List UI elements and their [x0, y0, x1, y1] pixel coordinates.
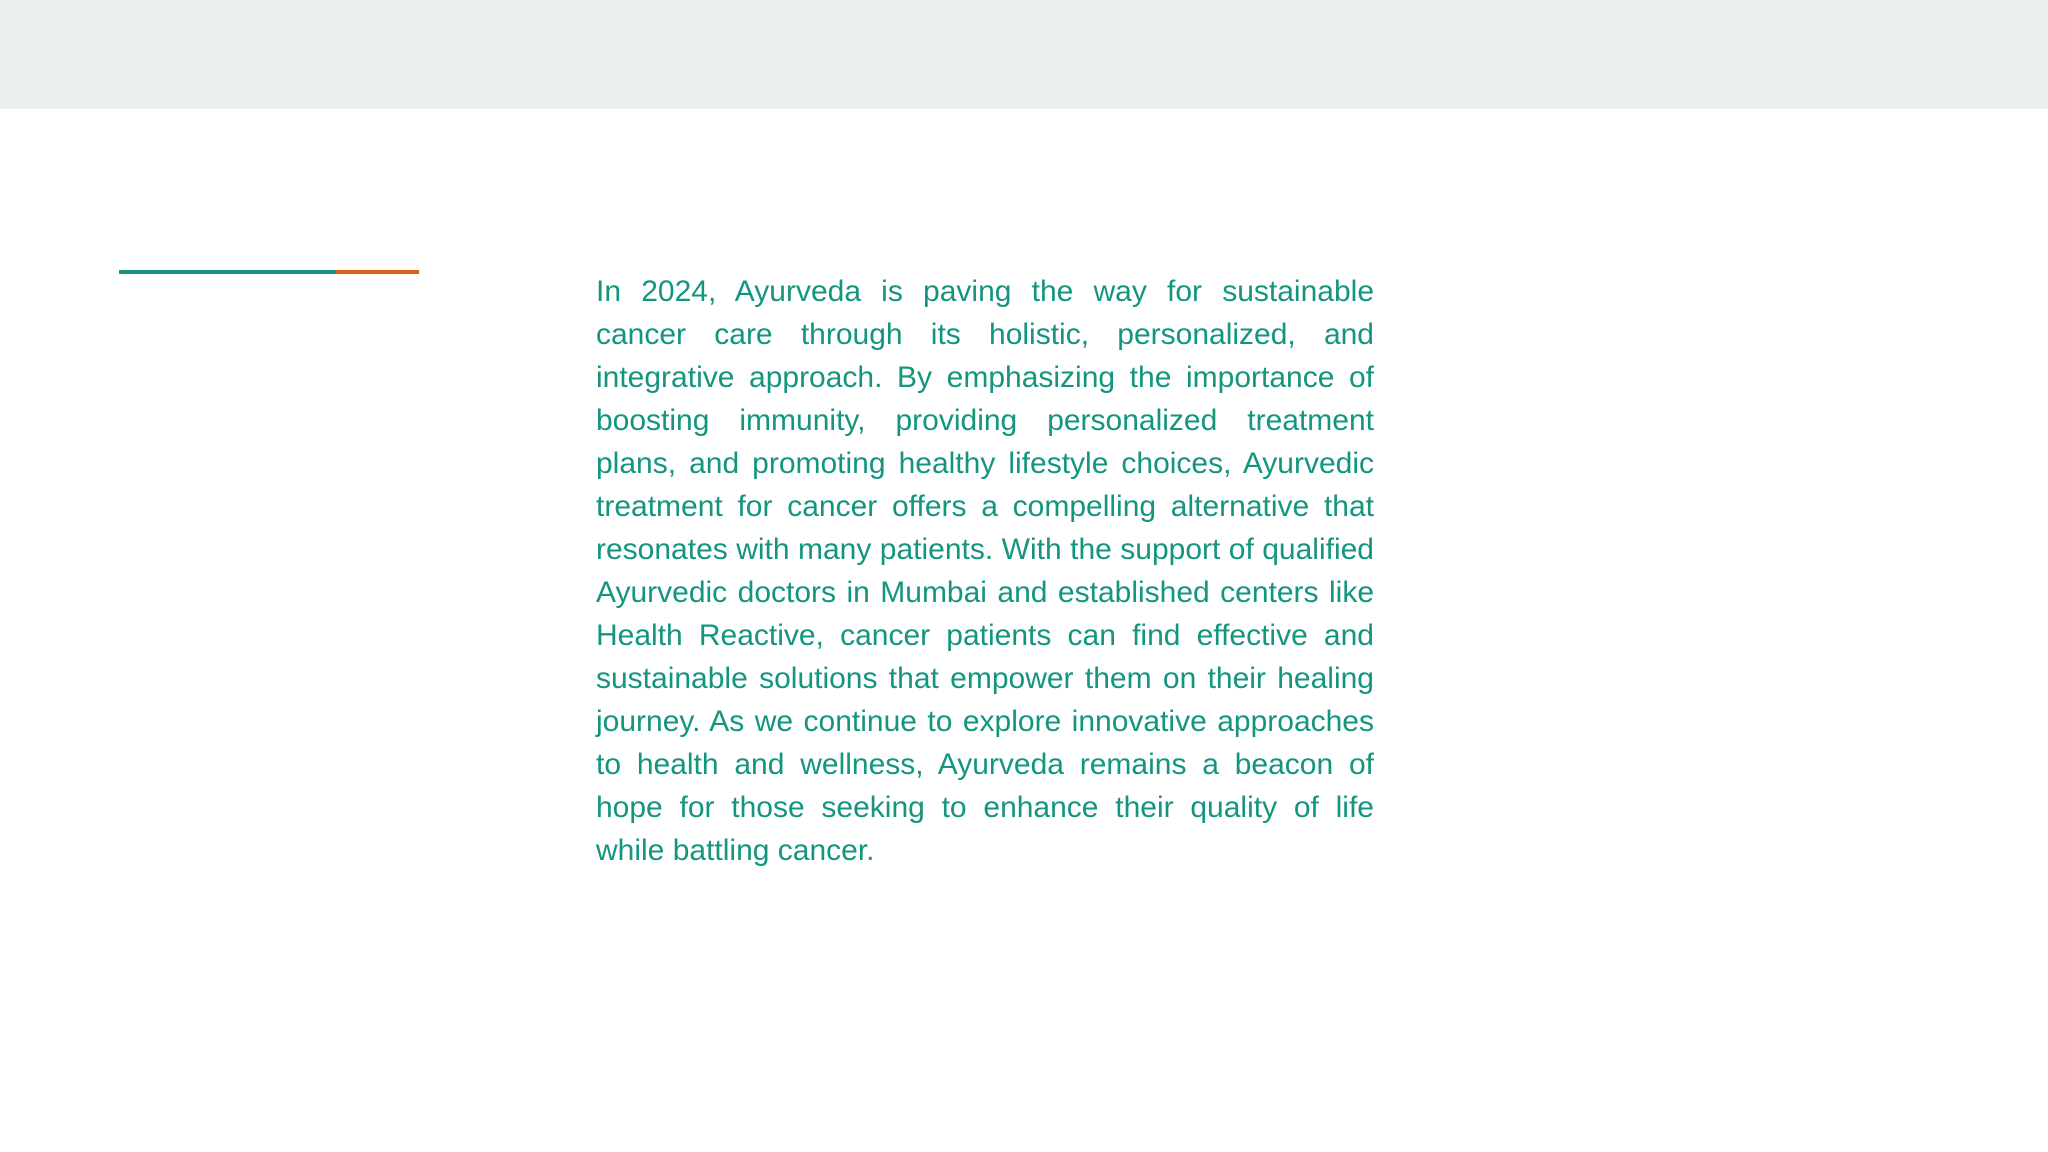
accent-divider	[119, 270, 419, 274]
body-paragraph: In 2024, Ayurveda is paving the way for sustainable cancer care through its holistic, personalized, and integrative approach. By emphasizing the importance of boosting immunity, providing personalized treatment plans, and promoting healthy lifestyle choices, Ayurvedic treatment for cancer offers a compelling alternative that resonates with many patients. With the support of qualified Ayurvedic doctors in Mumbai and established centers like Health Reactive, cancer patients can find effective and sustainable solutions that empower them on their healing journey. As we continue to explore innovative approaches to health and wellness, Ayurveda remains a beacon of hope for those seeking to enhance their quality of life while battling cancer.	[596, 275, 1374, 867]
top-header-band	[0, 0, 2048, 109]
accent-divider-orange	[336, 270, 419, 274]
accent-divider-teal	[119, 270, 336, 274]
